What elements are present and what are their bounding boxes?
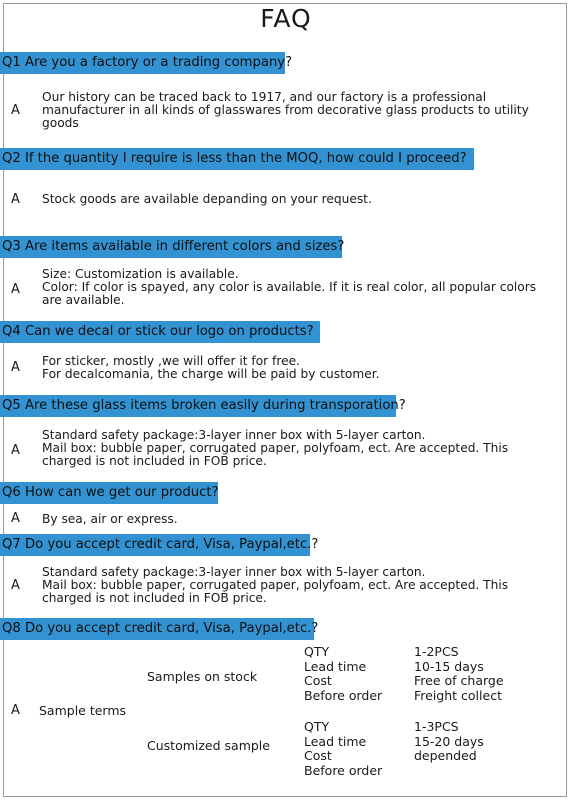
faq-question-1: Q1 Are you a factory or a trading company? (0, 52, 285, 74)
customized-sample-fields (304, 720, 382, 778)
stock-field-qty: QTY (304, 644, 330, 659)
customized-sample-label: Customized sample (147, 738, 270, 753)
faq-question-5: Q5 Are these glass items broken easily during transporation? (0, 395, 396, 417)
faq-answer-3-line-1: Size: Customization is available. (42, 267, 239, 281)
faq-answer-5-line-2: Mail box: bubble paper, corrugated paper, polyfoam, ect. Are accepted. This (42, 441, 509, 456)
samples-on-stock-label: Samples on stock (147, 669, 258, 684)
faq-answer-letter-1: A (11, 103, 20, 118)
custom-field-cost: Cost (304, 748, 332, 763)
faq-answer-4 (42, 355, 567, 381)
faq-answer-letter-8: A (11, 703, 20, 718)
faq-answer-6-line-1: By sea, air or express. (42, 512, 178, 526)
faq-answer-5-line-3: charged is not included in FOB price. (42, 454, 267, 469)
faq-answer-letter-2: A (11, 192, 20, 207)
faq-answer-3-line-2: Color: If color is spayed, any color is available. If it is real color, all popular colors (42, 280, 537, 295)
faq-answer-7-line-2: Mail box: bubble paper, corrugated paper, polyfoam, ect. Are accepted. This (42, 578, 509, 593)
samples-on-stock-values (414, 645, 504, 703)
faq-answer-5 (42, 429, 567, 469)
faq-question-4: Q4 Can we decal or stick our logo on products? (0, 321, 320, 343)
stock-field-lead-time: Lead time (304, 658, 367, 674)
page-title: FAQ (260, 4, 312, 33)
faq-answer-3-line-3: are available. (42, 293, 125, 308)
faq-answer-6 (42, 513, 567, 526)
faq-answer-3 (42, 268, 567, 308)
faq-answer-letter-3: A (11, 282, 20, 297)
stock-field-cost: Cost (304, 673, 332, 688)
sample-terms-label: Sample terms (39, 703, 127, 718)
faq-question-6: Q6 How can we get our product? (0, 482, 218, 504)
stock-value-before-order: Freight collect (414, 687, 502, 703)
stock-field-before-order: Before order (304, 687, 383, 703)
stock-value-lead-time: 10-15 days (414, 658, 484, 674)
stock-value-qty: 1-2PCS (414, 644, 459, 659)
faq-answer-7-line-1: Standard safety package:3-layer inner box with 5-layer carton. (42, 565, 426, 579)
faq-answer-2 (42, 193, 567, 206)
faq-answer-letter-7: A (11, 578, 20, 593)
faq-question-7: Q7 Do you accept credit card, Visa, Paypal,etc.? (0, 534, 310, 556)
customized-sample-values (414, 720, 484, 764)
faq-answer-2-line-1: Stock goods are available depanding on your request. (42, 192, 372, 206)
faq-answer-5-line-1: Standard safety package:3-layer inner box with 5-layer carton. (42, 428, 426, 442)
custom-value-qty: 1-3PCS (414, 719, 459, 734)
faq-answer-7-line-3: charged is not included in FOB price. (42, 591, 267, 606)
faq-answer-letter-4: A (11, 360, 20, 375)
custom-field-before-order: Before order (304, 762, 383, 778)
faq-answer-1 (42, 91, 567, 131)
faq-question-8: Q8 Do you accept credit card, Visa, Paypal,etc.? (0, 618, 314, 640)
faq-answer-4-line-1: For sticker, mostly ,we will offer it for free. (42, 354, 300, 368)
faq-answer-1-line-1: Our history can be traced back to 1917, and our factory is a professional (42, 90, 487, 104)
custom-field-qty: QTY (304, 719, 330, 734)
faq-answer-1-line-3: goods (42, 116, 79, 131)
faq-answer-7 (42, 566, 567, 606)
faq-answer-1-line-2: manufacturer in all kinds of glasswares from decorative glass products to utility (42, 103, 529, 118)
custom-value-cost: depended (414, 748, 477, 763)
faq-question-3: Q3 Are items available in different colors and sizes? (0, 236, 342, 258)
faq-answer-4-line-2: For decalcomania, the charge will be paid by customer. (42, 367, 380, 382)
faq-question-2: Q2 If the quantity I require is less than the MOQ, how could I proceed? (0, 148, 474, 170)
samples-on-stock-fields (304, 645, 382, 703)
custom-field-lead-time: Lead time (304, 733, 367, 749)
stock-value-cost: Free of charge (414, 673, 504, 688)
faq-answer-letter-6: A (11, 511, 20, 526)
faq-answer-letter-5: A (11, 443, 20, 458)
custom-value-lead-time: 15-20 days (414, 733, 484, 749)
